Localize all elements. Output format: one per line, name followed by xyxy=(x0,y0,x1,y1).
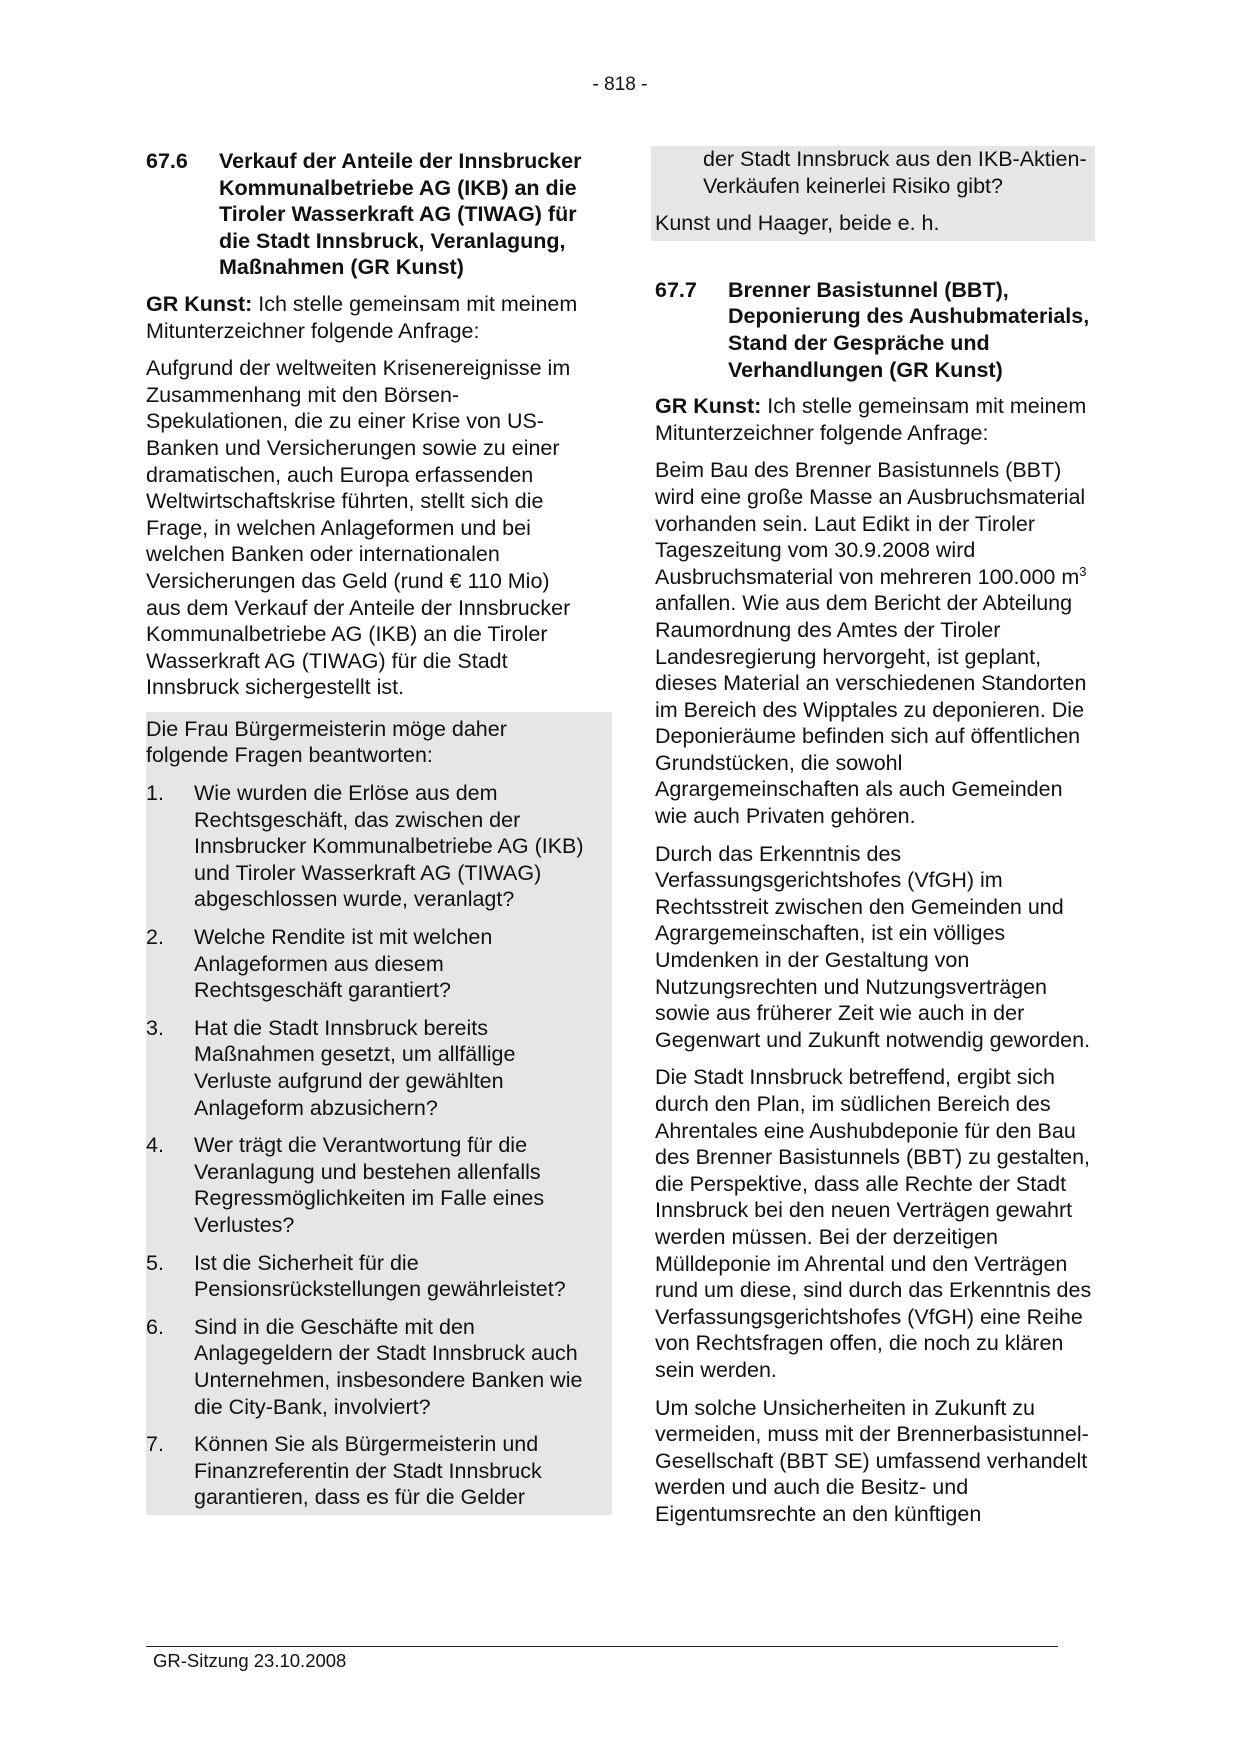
question-number: 5. xyxy=(146,1250,164,1275)
question-text: Hat die Stadt Innsbruck bereits Maßnahmen gesetzt, um allfällige Verluste aufgrund der gewählten Anlageform abzusichern? xyxy=(194,1015,516,1120)
question-item xyxy=(146,1015,586,1121)
question-item xyxy=(146,1431,586,1511)
body-paragraph-3: Die Stadt Innsbruck betreffend, ergibt sich durch den Plan, im südlichen Bereich des Ahrentales eine Aushubdeponie für den Bau des Brenner Basistunnels (BBT) zu gestalten, die Perspektive, dass alle Rechte der Stadt Innsbruck bei den neuen Verträgen gewahrt werden müssen. Bei der derzeitigen Mülldeponie im Ahrental und den Verträgen rund um diese, sind durch das Erkenntnis des Verfassungsgerichtshofes (VfGH) eine Reihe von Rechtsfragen offen, die noch zu klären sein werden. xyxy=(655,1065,1092,1382)
question-item xyxy=(146,1132,586,1238)
left-column xyxy=(146,148,586,1515)
question-text: Wer trägt die Verantwortung für die Veranlagung und bestehen allenfalls Regressmöglichkeiten im Falle eines Verlustes? xyxy=(194,1133,545,1237)
speaker-label: GR Kunst: xyxy=(655,394,762,419)
section-number: 67.6 xyxy=(146,149,188,173)
section-number: 67.7 xyxy=(655,277,697,302)
question-text: Können Sie als Bürgermeisterin und Finanzreferentin der Stadt Innsbruck garantieren, dass es für die Gelder xyxy=(194,1432,542,1510)
body-paragraph-2: Durch das Erkenntnis des Verfassungsgerichtshofes (VfGH) im Rechtsstreit zwischen den Gemeinden und Agrargemeinschaften, ist ein völliges Umdenken in der Gestaltung von Nutzungsrechten und Nutzungsverträgen sowie aus früherer Zeit wie auch in der Gegenwart und Zukunft notwendig geworden. xyxy=(655,841,1091,1052)
footer-divider xyxy=(146,1646,1058,1647)
question-number: 6. xyxy=(146,1314,164,1339)
body-paragraph-1 xyxy=(655,457,1095,829)
question-item xyxy=(146,1314,586,1420)
section-title: Verkauf der Anteile der Innsbrucker Kommunalbetriebe AG (IKB) an die Tiroler Wasserkraft AG (TIWAG) für die Stadt Innsbruck, Veranlagung, Maßnahmen (GR Kunst) xyxy=(219,149,582,280)
body-paragraph-4: Um solche Unsicherheiten in Zukunft zu vermeiden, muss mit der Brennerbasistunnel-Gesellschaft (BBT SE) umfassend verhandelt werden und auch die Besitz- und Eigentumsrechte an den künftigen xyxy=(655,1395,1089,1526)
question-number: 7. xyxy=(146,1432,164,1457)
intro-paragraph xyxy=(655,393,1095,446)
right-column xyxy=(655,146,1095,1539)
questions-intro: Die Frau Bürgermeisterin möge daher folgende Fragen beantworten: xyxy=(146,716,507,768)
section-heading-67-7 xyxy=(655,277,1095,383)
section-heading-67-6 xyxy=(146,148,586,281)
superscript: 3 xyxy=(1079,563,1087,579)
paragraph-text: Beim Bau des Brenner Basistunnels (BBT) wird eine große Masse an Ausbruchsmaterial vorhanden sein. Laut Edikt in der Tiroler Tageszeitung vom 30.9.2008 wird Ausbruchsmaterial von mehreren 100.000 m xyxy=(655,458,1086,589)
question-text: Welche Rendite ist mit welchen Anlageformen aus diesem Rechtsgeschäft garantiert? xyxy=(194,925,493,1003)
question-continuation: der Stadt Innsbruck aus den IKB-Aktien-Verkäufen keinerlei Risiko gibt? xyxy=(703,147,1087,198)
question-text: Sind in die Geschäfte mit den Anlagegeldern der Stadt Innsbruck auch Unternehmen, insbesondere Banken wie die City-Bank, involviert? xyxy=(194,1314,583,1419)
question-number: 2. xyxy=(146,925,164,950)
question-text: Wie wurden die Erlöse aus dem Rechtsgeschäft, das zwischen der Innsbrucker Kommunalbetriebe AG (IKB) und Tiroler Wasserkraft AG (TIWAG) abgeschlossen wurde, veranlagt? xyxy=(194,781,584,912)
intro-text: Ich stelle gemeinsam mit meinem Mitunterzeichner folgende Anfrage: xyxy=(146,291,578,343)
page-number: - 818 - xyxy=(592,74,648,95)
question-number: 1. xyxy=(146,781,164,806)
question-number: 3. xyxy=(146,1015,164,1040)
intro-text: Ich stelle gemeinsam mit meinem Mitunterzeichner folgende Anfrage: xyxy=(655,394,1087,445)
footer-text: GR-Sitzung 23.10.2008 xyxy=(153,1650,347,1671)
questions-block xyxy=(146,712,612,1515)
intro-paragraph xyxy=(146,291,586,344)
section-spacer xyxy=(655,241,1095,277)
signatories: Kunst und Haager, beide e. h. xyxy=(655,211,940,236)
question-item xyxy=(146,924,586,1004)
body-paragraph: Aufgrund der weltweiten Krisenereignisse im Zusammenhang mit den Börsen-Spekulationen, die zu einer Krise von US-Banken und Versicherungen sowie zu einer dramatischen, auch Europa erfassenden Weltwirtschaftskrise führten, stellt sich die Frage, in welchen Anlageformen und bei welchen Banken oder internationalen Versicherungen das Geld (rund € 110 Mio) aus dem Verkauf der Anteile der Innsbrucker Kommunalbetriebe AG (IKB) an die Tiroler Wasserkraft AG (TIWAG) für die Stadt Innsbruck sichergestellt ist. xyxy=(146,356,571,700)
questions-continuation-block xyxy=(651,146,1095,241)
question-number: 4. xyxy=(146,1133,164,1158)
paragraph-text: anfallen. Wie aus dem Bericht der Abteilung Raumordnung des Amtes der Tiroler Landesregierung hervorgeht, ist geplant, dieses Material an verschiedenen Standorten im Bereich des Wipptales zu deponieren. Die Deponieräume befinden sich auf öffentlichen Grundstücken, die sowohl Agrargemeinschaften als auch Gemeinden wie auch Privaten gehören. xyxy=(655,591,1087,829)
question-item xyxy=(146,1250,586,1303)
section-title: Brenner Basistunnel (BBT), Deponierung des Aushubmaterials, Stand der Gespräche und Verhandlungen (GR Kunst) xyxy=(728,277,1090,382)
speaker-label: GR Kunst: xyxy=(146,291,253,316)
question-text: Ist die Sicherheit für die Pensionsrückstellungen gewährleistet? xyxy=(194,1250,566,1302)
question-item xyxy=(146,780,586,913)
